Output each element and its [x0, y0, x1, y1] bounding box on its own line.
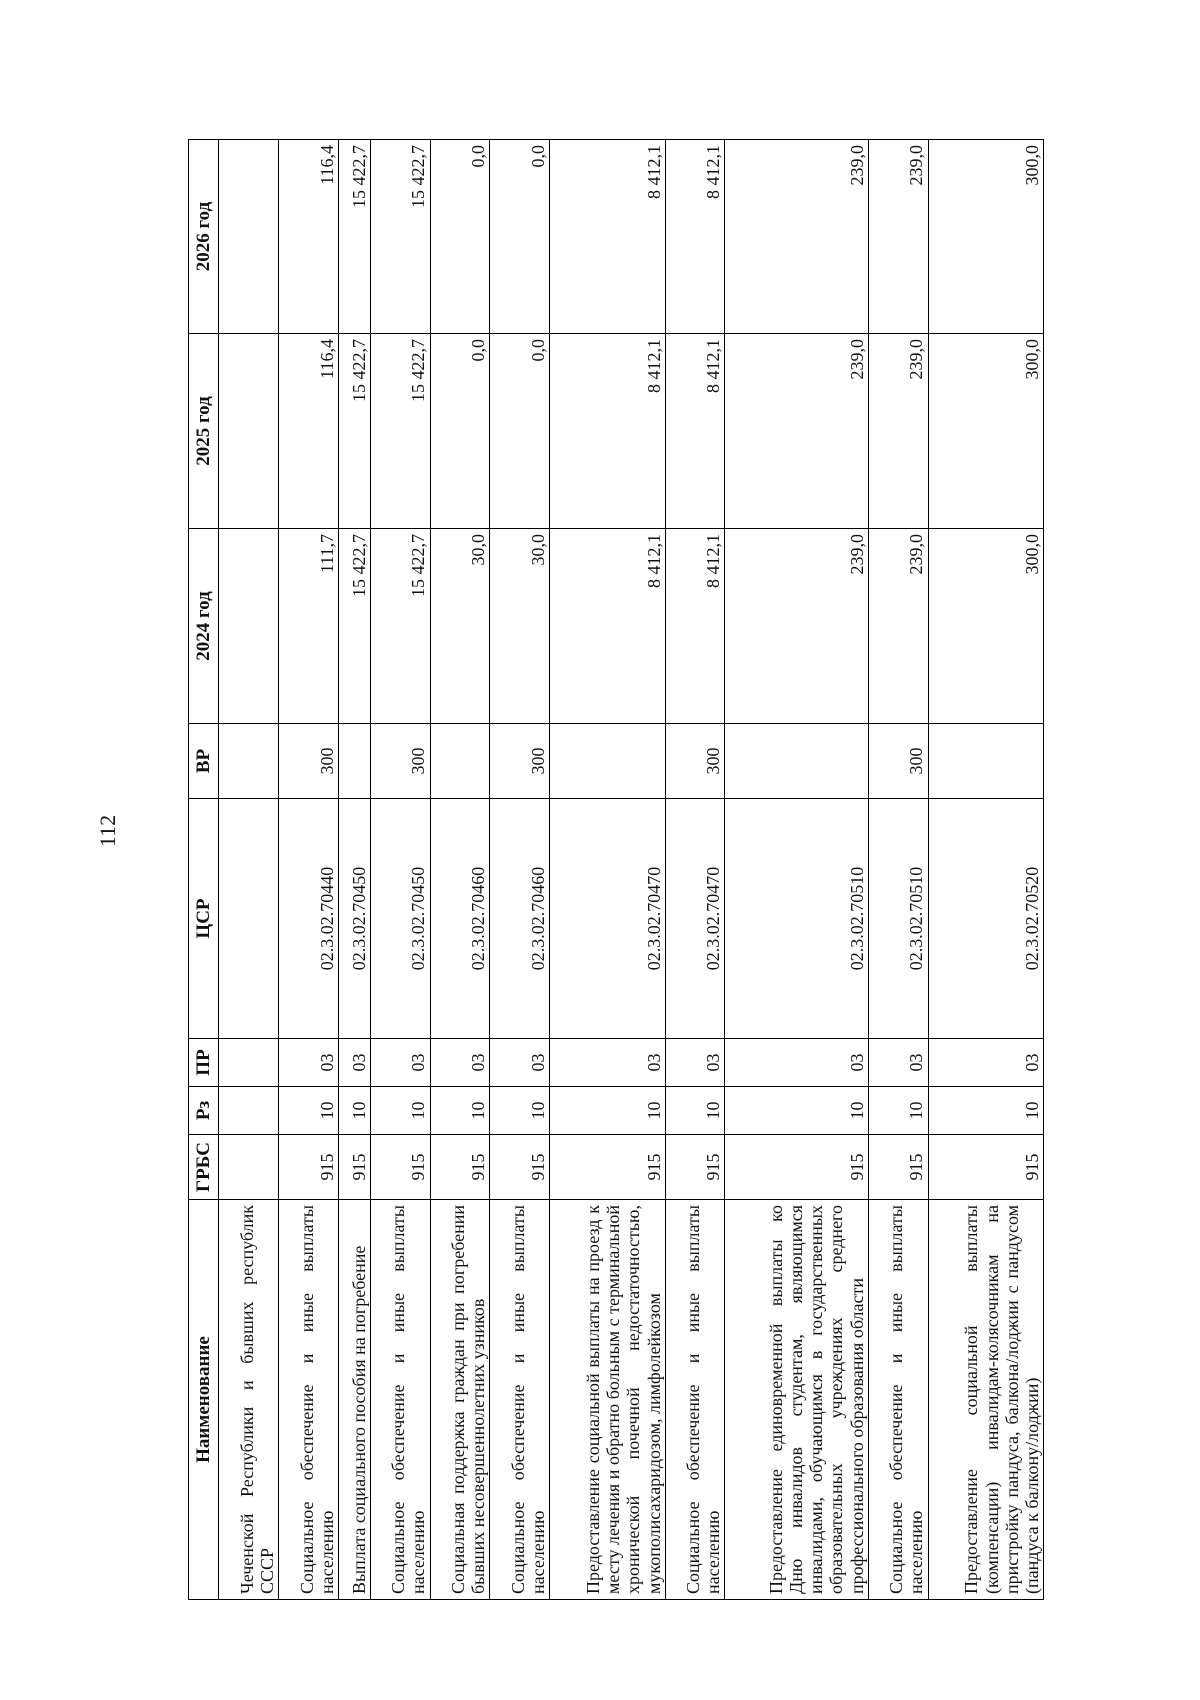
row-csr: 02.3.02.70470 [550, 799, 665, 1039]
row-name: Социальное обеспечение и иные выплаты населению [665, 1200, 725, 1600]
row-2024 [219, 529, 279, 724]
row-rz: 10 [490, 1087, 550, 1135]
row-name: Предоставление единовременной выплаты ко Дню инвалидов студентам, являющимся инвалидами, обучающимся в государственных образовательных учреждениях среднего профессионального образования области [725, 1200, 868, 1600]
row-name: Выплата социального пособия на погребение [338, 1200, 370, 1600]
row-grbs: 915 [370, 1135, 430, 1200]
row-vr: 300 [490, 724, 550, 799]
row-rz: 10 [338, 1087, 370, 1135]
row-grbs: 915 [868, 1135, 928, 1200]
row-name: Социальное обеспечение и иные выплаты населению [490, 1200, 550, 1600]
row-rz [219, 1087, 279, 1135]
row-2024: 239,0 [868, 529, 928, 724]
row-pr: 03 [725, 1039, 868, 1087]
row-csr: 02.3.02.70460 [490, 799, 550, 1039]
header-2024: 2024 год [189, 529, 219, 724]
row-pr: 03 [928, 1039, 1043, 1087]
row-2024: 15 422,7 [338, 529, 370, 724]
row-vr: 300 [868, 724, 928, 799]
row-pr: 03 [370, 1039, 430, 1087]
table-row [550, 140, 665, 1600]
row-2024: 30,0 [430, 529, 490, 724]
row-grbs: 915 [338, 1135, 370, 1200]
row-vr [550, 724, 665, 799]
row-pr: 03 [338, 1039, 370, 1087]
row-2024: 8 412,1 [665, 529, 725, 724]
row-vr: 300 [665, 724, 725, 799]
row-pr: 03 [490, 1039, 550, 1087]
row-rz: 10 [868, 1087, 928, 1135]
row-vr: 300 [370, 724, 430, 799]
row-name: Социальное обеспечение и иные выплаты населению [370, 1200, 430, 1600]
row-2026: 15 422,7 [338, 140, 370, 334]
row-2024: 8 412,1 [550, 529, 665, 724]
row-2025: 15 422,7 [370, 334, 430, 529]
row-vr [219, 724, 279, 799]
row-csr: 02.3.02.70450 [370, 799, 430, 1039]
table-row [338, 140, 370, 1600]
table-row [430, 140, 490, 1600]
table-row [219, 140, 279, 1600]
row-2026: 239,0 [725, 140, 868, 334]
row-2026: 8 412,1 [665, 140, 725, 334]
table-row [868, 140, 928, 1600]
row-csr: 02.3.02.70450 [338, 799, 370, 1039]
row-2025: 116,4 [279, 334, 339, 529]
row-rz: 10 [665, 1087, 725, 1135]
row-grbs: 915 [430, 1135, 490, 1200]
row-2025: 239,0 [725, 334, 868, 529]
row-2024: 239,0 [725, 529, 868, 724]
row-2026: 300,0 [928, 140, 1043, 334]
row-name: Социальное обеспечение и иные выплаты населению [868, 1200, 928, 1600]
row-2024: 30,0 [490, 529, 550, 724]
row-2026: 0,0 [490, 140, 550, 334]
row-2025: 239,0 [868, 334, 928, 529]
row-grbs: 915 [550, 1135, 665, 1200]
header-vr: ВР [189, 724, 219, 799]
row-2026 [219, 140, 279, 334]
header-2025: 2025 год [189, 334, 219, 529]
budget-table-container [188, 140, 1044, 1600]
row-rz: 10 [725, 1087, 868, 1135]
row-grbs: 915 [725, 1135, 868, 1200]
row-2024: 15 422,7 [370, 529, 430, 724]
row-pr: 03 [430, 1039, 490, 1087]
row-vr [725, 724, 868, 799]
row-pr: 03 [550, 1039, 665, 1087]
row-rz: 10 [430, 1087, 490, 1135]
row-vr [430, 724, 490, 799]
row-2026: 116,4 [279, 140, 339, 334]
row-name: Социальная поддержка граждан при погребении бывших несовершеннолетних узников [430, 1200, 490, 1600]
row-grbs: 915 [279, 1135, 339, 1200]
header-name: Наименование [189, 1200, 219, 1600]
header-grbs: ГРБС [189, 1135, 219, 1200]
row-2025: 300,0 [928, 334, 1043, 529]
table-row [370, 140, 430, 1600]
row-2026: 0,0 [430, 140, 490, 334]
row-name: Предоставление социальной выплаты (компенсации) инвалидам-колясочникам на пристройку пандуса, балкона/лоджии с пандусом (пандуса к балкону/лоджии) [928, 1200, 1043, 1600]
row-2025: 0,0 [490, 334, 550, 529]
header-2026: 2026 год [189, 140, 219, 334]
row-2026: 15 422,7 [370, 140, 430, 334]
row-name: Социальное обеспечение и иные выплаты населению [279, 1200, 339, 1600]
row-csr: 02.3.02.70470 [665, 799, 725, 1039]
row-grbs: 915 [490, 1135, 550, 1200]
row-csr: 02.3.02.70520 [928, 799, 1043, 1039]
row-pr [219, 1039, 279, 1087]
row-vr: 300 [279, 724, 339, 799]
header-pr: ПР [189, 1039, 219, 1087]
page-number: 112 [95, 814, 120, 848]
row-2025: 15 422,7 [338, 334, 370, 529]
row-rz: 10 [550, 1087, 665, 1135]
row-name: Чеченской Республики и бывших республик СССР [219, 1200, 279, 1600]
row-name: Предоставление социальной выплаты на проезд к месту лечения и обратно больным с терминальной хронической почечной недостаточностью, мукополисахаридозом, лимфолейкозом [550, 1200, 665, 1600]
row-pr: 03 [665, 1039, 725, 1087]
row-csr [219, 799, 279, 1039]
header-rz: Рз [189, 1087, 219, 1135]
row-2026: 239,0 [868, 140, 928, 334]
row-2025: 0,0 [430, 334, 490, 529]
row-csr: 02.3.02.70510 [725, 799, 868, 1039]
table-row [725, 140, 868, 1600]
row-rz: 10 [279, 1087, 339, 1135]
table-row [665, 140, 725, 1600]
row-2024: 111,7 [279, 529, 339, 724]
row-csr: 02.3.02.70510 [868, 799, 928, 1039]
row-2024: 300,0 [928, 529, 1043, 724]
row-csr: 02.3.02.70460 [430, 799, 490, 1039]
row-2026: 8 412,1 [550, 140, 665, 334]
row-grbs: 915 [928, 1135, 1043, 1200]
row-rz: 10 [928, 1087, 1043, 1135]
row-pr: 03 [868, 1039, 928, 1087]
row-vr [928, 724, 1043, 799]
row-2025: 8 412,1 [665, 334, 725, 529]
row-rz: 10 [370, 1087, 430, 1135]
table-row [928, 140, 1043, 1600]
header-csr: ЦСР [189, 799, 219, 1039]
table-row [279, 140, 339, 1600]
row-2025: 8 412,1 [550, 334, 665, 529]
row-grbs [219, 1135, 279, 1200]
table-header-row [189, 140, 219, 1600]
table-row [490, 140, 550, 1600]
budget-table [188, 139, 1044, 1600]
row-2025 [219, 334, 279, 529]
row-grbs: 915 [665, 1135, 725, 1200]
row-vr [338, 724, 370, 799]
row-pr: 03 [279, 1039, 339, 1087]
row-csr: 02.3.02.70440 [279, 799, 339, 1039]
